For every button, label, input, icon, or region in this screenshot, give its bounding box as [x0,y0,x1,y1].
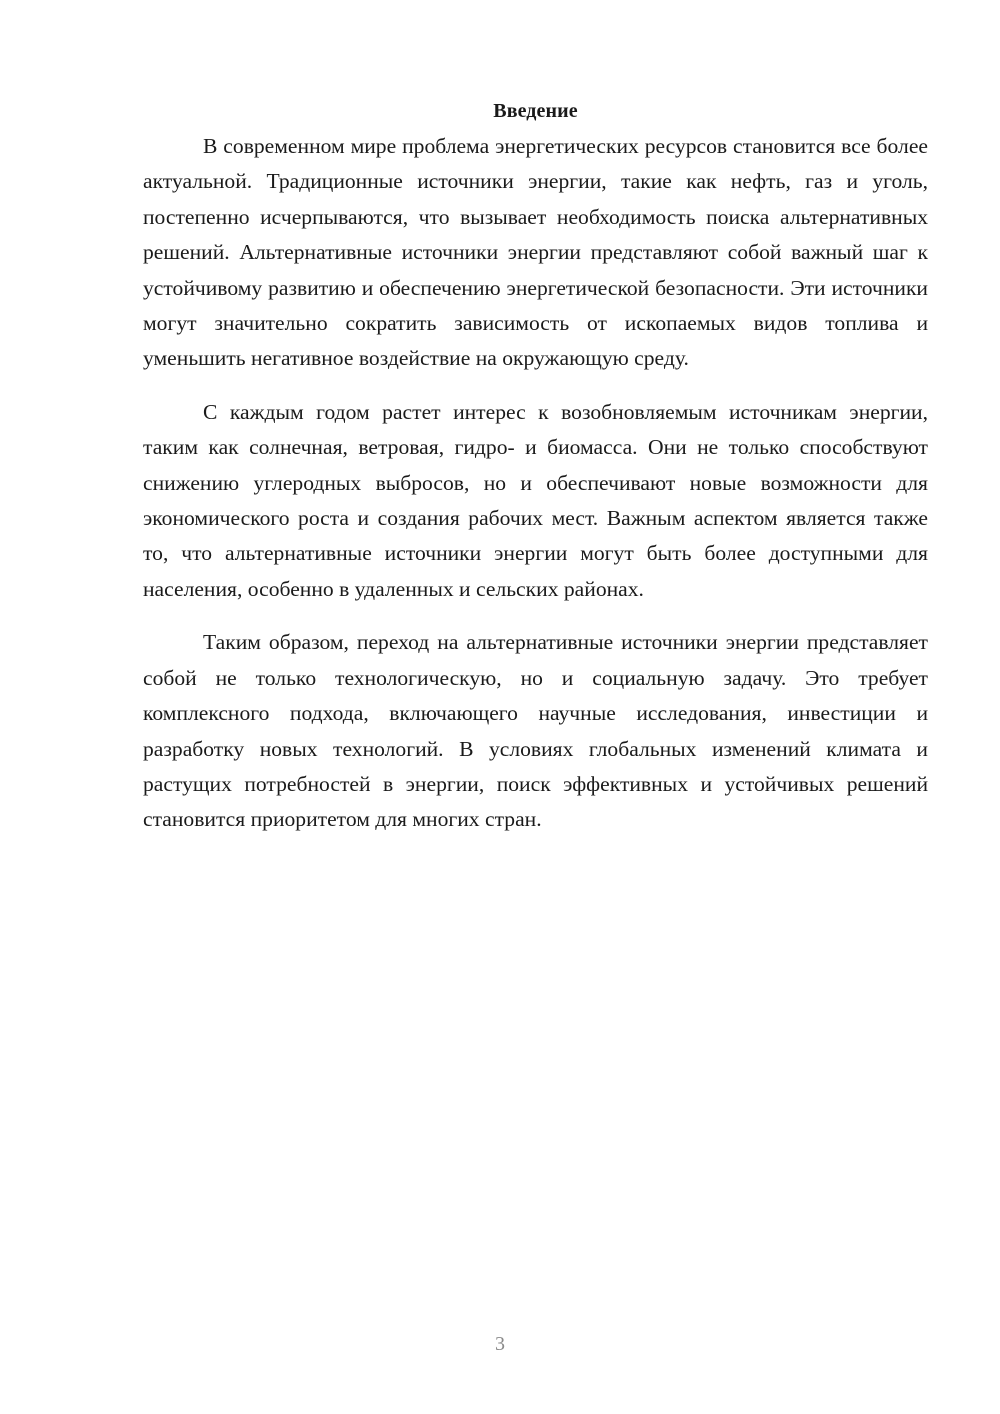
page-number: 3 [495,1333,505,1355]
paragraph-1: В современном мире проблема энергетических ресурсов становится все более актуальной. Традиционные источники энергии, такие как нефть, газ и уголь, постепенно исчерпываются, что вызывает необходимость поиска альтернативных решений. Альтернативные источники энергии представляют собой важный шаг к устойчивому развитию и обеспечению энергетической безопасности. Эти источники могут значительно сократить зависимость от ископаемых видов топлива и уменьшить негативное воздействие на окружающую среду. [143,134,928,371]
paragraph-2: С каждым годом растет интерес к возобновляемым источникам энергии, таким как солнечная, ветровая, гидро- и биомасса. Они не только способствуют снижению углеродных выбросов, но и обеспечивают новые возможности для экономического роста и создания рабочих мест. Важным аспектом является также то, что альтернативные источники энергии могут быть более доступными для населения, особенно в удаленных и сельских районах. [143,399,928,601]
section-title: Введение [493,100,578,122]
paragraph-3: Таким образом, переход на альтернативные источники энергии представляет собой не только технологическую, но и социальную задачу. Это требует комплексного подхода, включающего научные исследования, инвестиции и разработку новых технологий. В условиях глобальных изменений климата и растущих потребностей в энергии, поиск эффективных и устойчивых решений становится приоритетом для многих стран. [143,630,928,832]
page-content [143,94,928,838]
